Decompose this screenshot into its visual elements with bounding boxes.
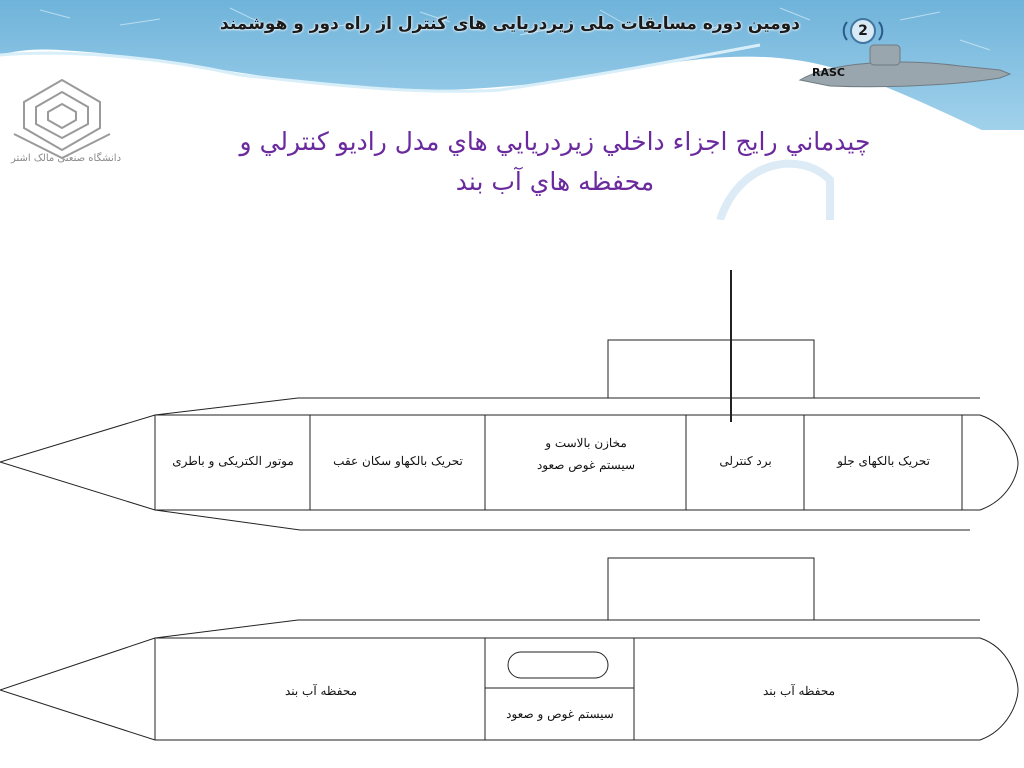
label-ballast-line-1: مخازن بالاست و: [545, 436, 627, 450]
label-ballast-tanks: [486, 432, 686, 476]
rasc-logo-text: RASC: [812, 66, 845, 79]
submarine-top-hull: [0, 270, 1018, 530]
label-ballast-line-2: سیستم غوص صعود: [536, 458, 636, 472]
label-watertight-right: محفظه آب بند: [762, 684, 836, 698]
label-control-board: برد کنترلی: [719, 454, 772, 468]
label-watertight-left: محفظه آب بند: [284, 684, 358, 698]
submarine-bottom-tower: [608, 558, 814, 620]
badge-number: 2: [858, 23, 868, 39]
slide-title-line-2: محفظه هاي آب بند: [455, 167, 655, 196]
university-caption: دانشگاه صنعتی مالک اشتر: [10, 153, 122, 164]
banner-title: دومین دوره مسابقات ملی زیردریایی های کنترل از راه دور و هوشمند: [220, 14, 800, 34]
label-dive-surface-system: سیستم غوص و صعود: [506, 707, 614, 721]
ballast-pill-shape: [508, 652, 608, 678]
label-front-fins: تحریک بالکهای جلو: [837, 454, 930, 468]
label-motor-battery: موتور الکتریکی و باطری: [172, 454, 294, 468]
label-rear-fins-rudder: تحریک بالکهاو سکان عقب: [333, 454, 463, 468]
slide-title-line-1: چيدماني رايج اجزاء داخلي زيردريايي هاي مدل راديو كنترلي و: [239, 127, 871, 156]
submarine-top-tower: [608, 340, 814, 398]
